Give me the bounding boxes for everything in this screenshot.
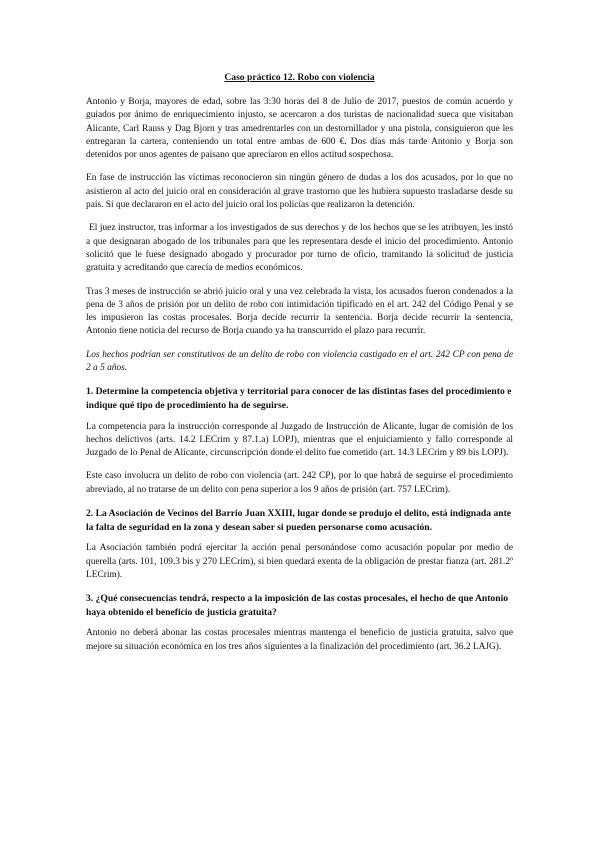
paragraph-instruction: En fase de instrucción las víctimas reconocieron sin ningún género de dudas a los dos acusados, por lo que no asistieron al acto del juicio oral en consideración al grave trastorno que les hubiera supuesto trasladarse desde su país. Sí que declararon en el acto del juicio oral los policías que realizaron la detención.: [86, 173, 513, 211]
document-body: [86, 72, 513, 664]
paragraph-facts: Antonio y Borja, mayores de edad, sobre las 3:30 horas del 8 de Julio de 2017, puestos de común acuerdo y guiados por ánimo de enriquecimiento injusto, se acercaron a dos turistas de nacionalidad sueca que visitaban Alicante, Carl Rauss y Dag Bjorn y tras amedrentarles con un destornillador y una pistola, consiguieron que les entregaran la cartera, conteniendo un total entre ambas de 600 €. Dos días más tarde Antonio y Borja son detenidos por unos agentes de paisano que apreciaron en ellos actitud sospechosa.: [86, 97, 513, 161]
question-1: 1. Determine la competencia objetiva y territorial para conocer de las distintas fases del procedimiento e indique qué tipo de procedimiento ha de seguirse.: [86, 386, 512, 411]
answer-1-paragraph: Este caso involucra un delito de robo con violencia (art. 242 CP), por lo que habrá de seguirse el procedimiento abreviado, al no tratarse de un delito con pena superior a los 9 años de prisión (art. 757 LECrim).: [86, 471, 513, 495]
paragraph-qualification: Los hechos podrían ser constitutivos de un delito de robo con violencia castigado en el art. 242 CP con pena de 2 a 5 años.: [86, 349, 513, 374]
paragraph-trial: Tras 3 meses de instrucción se abrió juicio oral y una vez celebrada la vista, los acusados fueron condenados a la pena de 3 años de prisión por un delito de robo con intimidación tipificado en el art. 242 del Código Penal y se les impusieron las costas procesales. Borja decide recurrir la sentencia. Borja decide recurrir la sentencia, Antonio tiene noticia del recurso de Borja cuando ya ha transcurrido el plazo para recurrir.: [86, 286, 513, 337]
answer-1-paragraph: La competencia para la instrucción corresponde al Juzgado de Instrucción de Alicante, lugar de comisión de los hechos delictivos (arts. 14.2 LECrim y 87.1.a) LOPJ), mientras que el enjuiciamiento y fallo corresponde al Juzgado de lo Penal de Alicante, circunscripción donde el delito fue cometido (art. 14.3 LECrim y 89 bis LOPJ).: [86, 421, 513, 459]
paragraph-judge: El juez instructor, tras informar a los investigados de sus derechos y de los hechos que se les atribuyen, les instó a que designaran abogado de los tribunales para que les representara desde el inicio del procedimiento. Antonio solicitó que le fuese designado abogado y procurador por turno de oficio, tramitando la solicitud de justicia gratuita y acreditando que carecía de medios económicos.: [86, 223, 513, 274]
question-3: 3. ¿Qué consecuencias tendrá, respecto a la imposición de las costas procesales, el hecho de que Antonio haya obtenido el beneficio de justicia gratuita?: [86, 593, 509, 618]
document-title: Caso práctico 12. Robo con violencia: [224, 72, 375, 83]
answer-2-paragraph: La Asociación también podrá ejercitar la acción penal personándose como acusación popular por medio de querella (arts. 101, 109.3 bis y 270 LECrim), si bien quedará exenta de la obligación de prestar fianza (art. 281.2º LECrim).: [86, 543, 513, 580]
answer-3-paragraph: Antonio no deberá abonar las costas procesales mientras mantenga el beneficio de justicia gratuita, salvo que mejore su situación económica en los tres años siguientes a la finalización del procedimiento (art. 36.2 LAJG).: [86, 628, 513, 652]
question-2: 2. La Asociación de Vecinos del Barrio Juan XXIII, lugar donde se produjo el delito, está indignada ante la falta de seguridad en la zona y desean saber si pueden personarse como acusación.: [86, 508, 512, 533]
